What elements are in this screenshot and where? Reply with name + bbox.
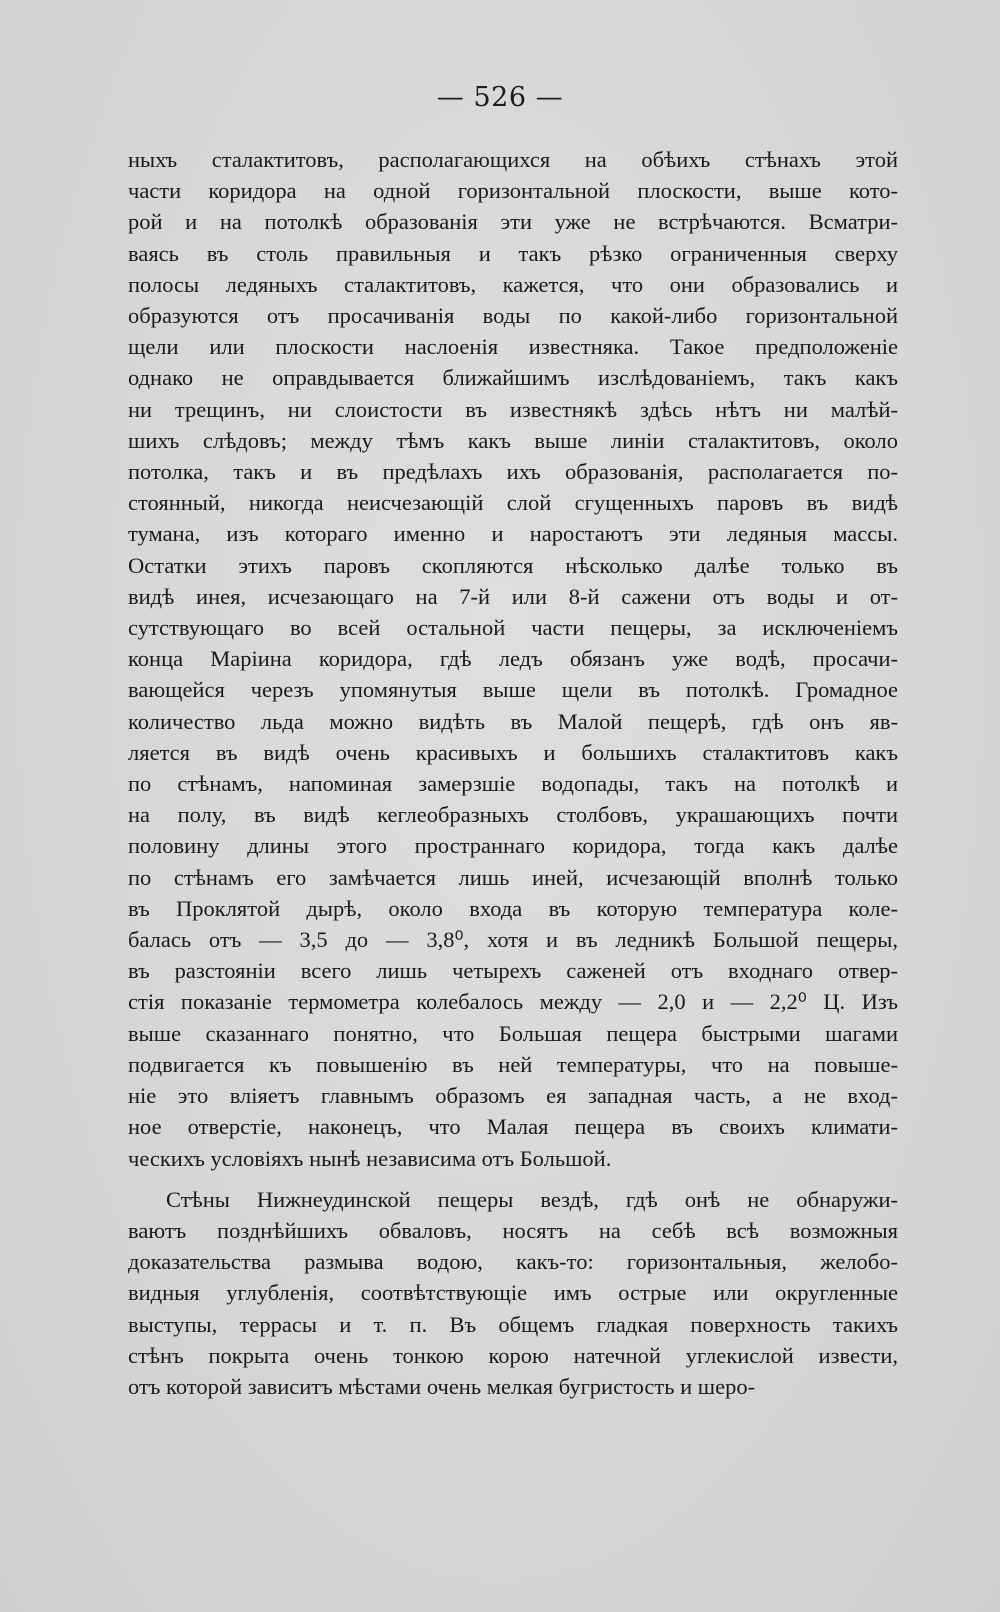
text-line: ныхъ сталактитовъ, располагающихся на обѣихъ стѣнахъ этой [128, 147, 898, 172]
text-line: ляется въ видѣ очень красивыхъ и большихъ сталактитовъ какъ [128, 739, 898, 765]
text-line: на полу, въ видѣ кеглеобразныхъ столбовъ, украшающихъ почти [128, 802, 898, 828]
paragraph-1 [128, 144, 898, 1174]
body-text [128, 144, 898, 1402]
text-line: полосы ледяныхъ сталактитовъ, кажется, что они образовались и [128, 271, 898, 297]
text-line: Остатки этихъ паровъ скопляются нѣсколько далѣе только въ [128, 552, 898, 578]
text-line: части коридора на одной горизонтальной плоскости, выше кото- [128, 178, 898, 204]
text-line: отъ которой зависитъ мѣстами очень мелкая бугристость и шеро- [128, 1373, 756, 1399]
text-line: по стѣнамъ его замѣчается лишь иней, исчезающій вполнѣ только [128, 864, 898, 890]
text-line: видныя углубленія, соотвѣтствующіе имъ острые или округленные [128, 1280, 898, 1306]
text-line: количество льда можно видѣть въ Малой пещерѣ, гдѣ онъ яв- [128, 708, 898, 734]
text-line: подвигается къ повышенію въ ней температуры, что на повыше- [128, 1051, 898, 1077]
text-line: ное отверстіе, наконецъ, что Малая пещера въ своихъ климати- [128, 1114, 898, 1140]
text-line: конца Маріина коридора, гдѣ ледъ обязанъ уже водѣ, просачи- [128, 646, 898, 672]
text-line: ваясь въ столь правильныя и такъ рѣзко ограниченныя сверху [128, 240, 898, 266]
text-line: рой и на потолкѣ образованія эти уже не встрѣчаются. Всматри- [128, 209, 898, 235]
text-line: ваютъ позднѣйшихъ обваловъ, носятъ на себѣ всѣ возможныя [128, 1217, 898, 1243]
text-line: видѣ инея, исчезающаго на 7-й или 8-й сажени отъ воды и от- [128, 583, 898, 609]
text-line: вающейся черезъ упомянутыя выше щели въ потолкѣ. Громадное [128, 677, 898, 703]
text-line: ни трещинъ, ни слоистости въ известнякѣ здѣсь нѣтъ ни малѣй- [128, 396, 898, 422]
text-line: балась отъ — 3,5 до — 3,8⁰, хотя и въ ледникѣ Большой пещеры, [128, 927, 898, 953]
text-line: ніе это вліяетъ главнымъ образомъ ея западная часть, а не вход- [128, 1083, 898, 1109]
text-line: выступы, террасы и т. п. Въ общемъ гладкая поверхность такихъ [128, 1311, 898, 1337]
text-line: стоянный, никогда неисчезающій слой сгущенныхъ паровъ въ видѣ [128, 490, 898, 516]
text-line: въ Проклятой дырѣ, около входа въ которую температура коле- [128, 895, 898, 921]
text-line: образуются отъ просачиванія воды по какой-либо горизонтальной [128, 303, 898, 329]
text-line: выше сказаннаго понятно, что Большая пещера быстрыми шагами [128, 1020, 898, 1046]
text-line: шихъ слѣдовъ; между тѣмъ какъ выше линіи сталактитовъ, около [128, 427, 898, 453]
text-line: по стѣнамъ, напоминая замерзшіе водопады, такъ на потолкѣ и [128, 771, 898, 797]
text-line: стѣнъ покрыта очень тонкою корою натечной углекислой извести, [128, 1342, 898, 1368]
page-number: — 526 — [436, 82, 564, 113]
text-line: щели или плоскости наслоенія известняка. Такое предположеніе [128, 334, 898, 360]
text-line: сутствующаго во всей остальной части пещеры, за исключеніемъ [128, 615, 898, 641]
text-line: доказательства размыва водою, какъ-то: горизонтальныя, желобо- [128, 1249, 898, 1275]
text-line: стія показаніе термометра колебалось между — 2,0 и — 2,2⁰ Ц. Изъ [128, 989, 898, 1015]
paragraph-2 [128, 1184, 898, 1402]
text-line: потолка, такъ и въ предѣлахъ ихъ образованія, располагается по- [128, 459, 898, 485]
text-line: однако не оправдывается ближайшимъ изслѣдованіемъ, такъ какъ [128, 365, 898, 391]
text-line: половину длины этого пространнаго коридора, тогда какъ далѣе [128, 833, 898, 859]
text-line: Стѣны Нижнеудинской пещеры вездѣ, гдѣ онѣ не обнаружи- [166, 1186, 898, 1212]
text-line: ческихъ условіяхъ нынѣ независима отъ Большой. [128, 1145, 612, 1171]
text-line: въ разстояніи всего лишь четырехъ саженей отъ входнаго отвер- [128, 958, 898, 984]
text-line: тумана, изъ котораго именно и наростаютъ эти ледяныя массы. [128, 521, 898, 547]
